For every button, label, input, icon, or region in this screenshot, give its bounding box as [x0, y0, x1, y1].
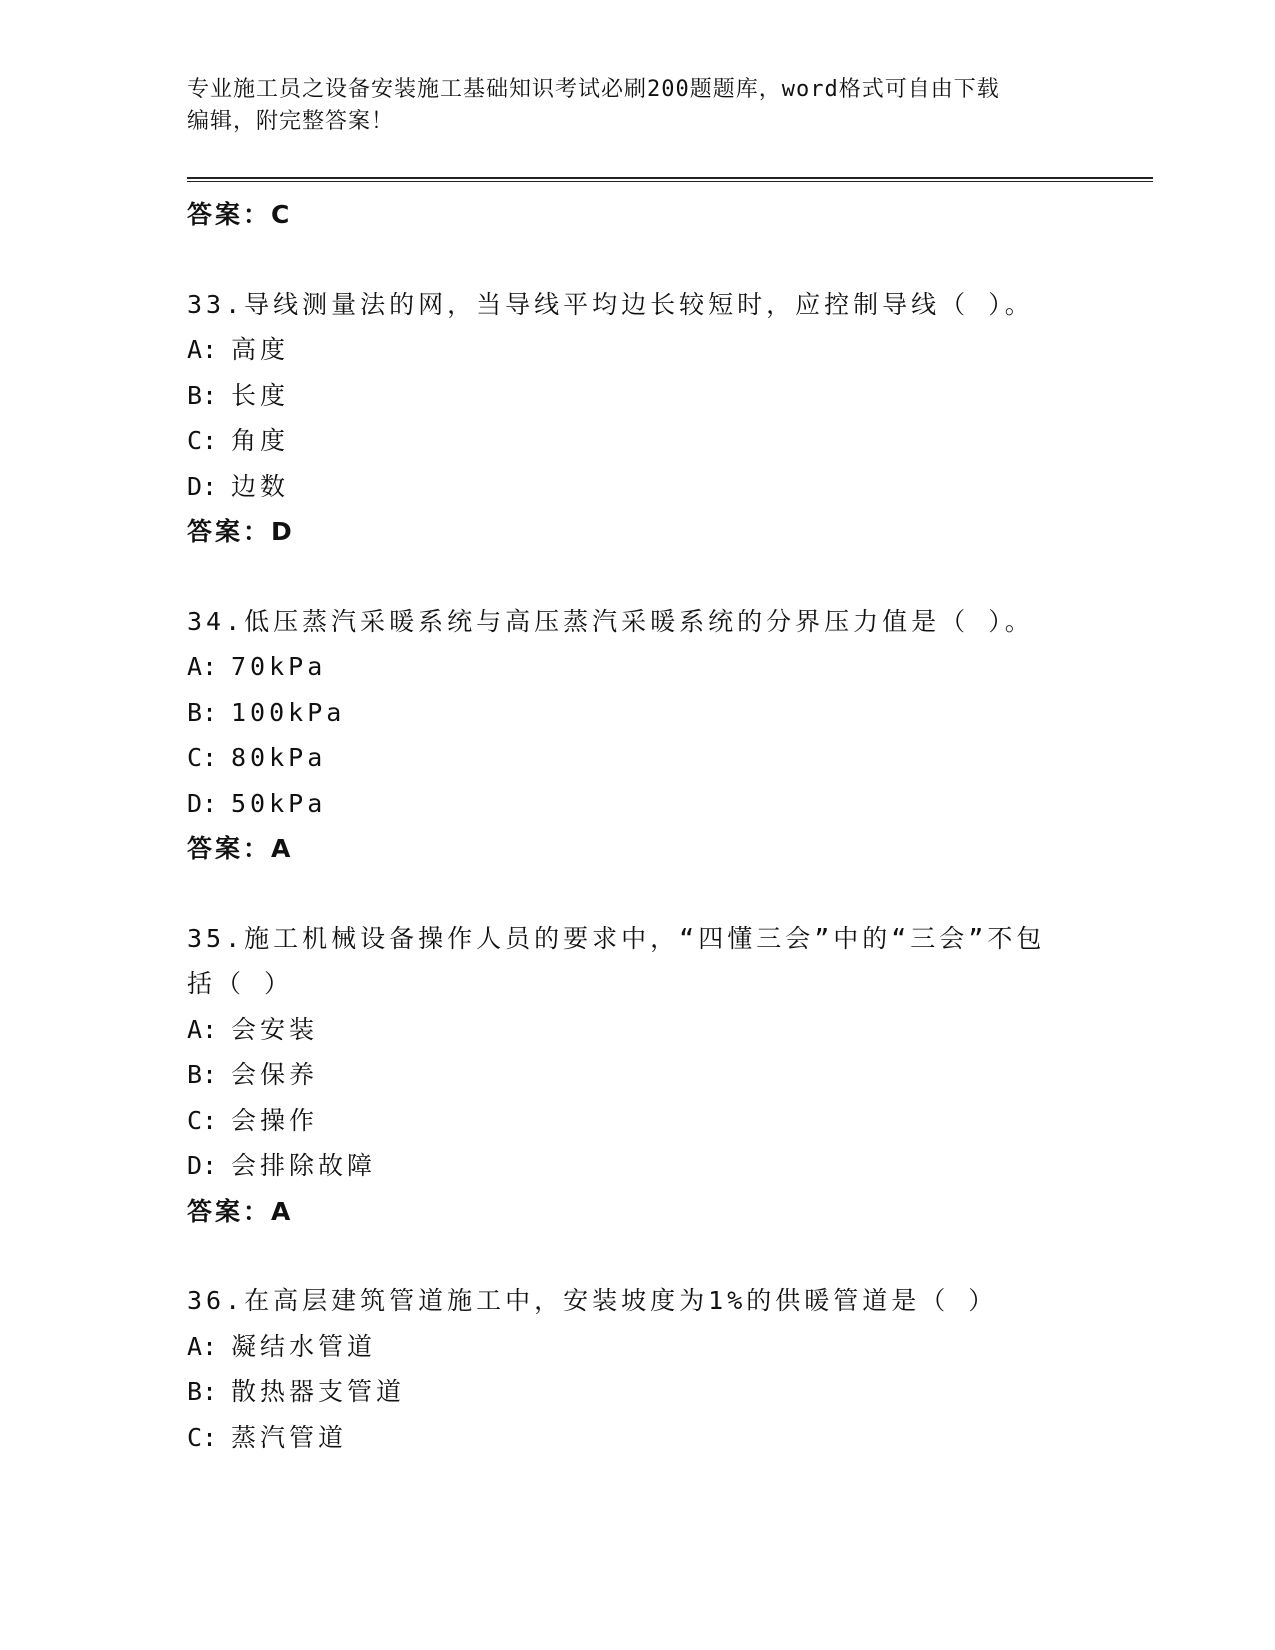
question-34-text: 34.低压蒸汽采暖系统与高压蒸汽采暖系统的分界压力值是（ ）。 — [187, 606, 1034, 636]
question-33-text: 33.导线测量法的网，当导线平均边长较短时，应控制导线（ ）。 — [187, 289, 1034, 319]
question-list — [187, 192, 1153, 1460]
option-label: D: — [187, 1151, 218, 1180]
question-35-option-b — [187, 1052, 1153, 1098]
option-text: 80kPa — [231, 743, 327, 772]
option-label: B: — [187, 1377, 218, 1406]
question-33-option-d — [187, 464, 1153, 510]
question-33-option-c — [187, 418, 1153, 464]
question-35-text-line-1: 35.施工机械设备操作人员的要求中，“四懂三会”中的“三会”不包 — [187, 923, 1046, 953]
question-35-text-line-2: 括（ ） — [187, 969, 294, 998]
spacer — [187, 238, 1153, 282]
question-35-option-d — [187, 1143, 1153, 1189]
option-text: 会操作 — [231, 1105, 319, 1135]
option-text: 会排除故障 — [231, 1151, 377, 1180]
option-text: 会保养 — [231, 1060, 319, 1089]
option-text: 长度 — [231, 380, 290, 410]
question-36-text: 36.在高层建筑管道施工中，安装坡度为1%的供暖管道是（ ） — [187, 1286, 998, 1315]
question-35-option-c — [187, 1098, 1153, 1144]
question-36 — [187, 1278, 1153, 1460]
option-label: D: — [187, 471, 218, 501]
document-header — [187, 74, 1067, 138]
option-label: C: — [187, 426, 218, 455]
question-34-answer: 答案：A — [187, 834, 294, 863]
option-label: C: — [187, 743, 218, 772]
option-text: 高度 — [231, 335, 290, 364]
question-34-option-d — [187, 781, 1153, 827]
question-34-option-b — [187, 690, 1153, 736]
answer-32: 答案：C — [187, 200, 293, 229]
option-label: C: — [187, 1422, 218, 1452]
header-divider — [187, 177, 1153, 182]
option-label: B: — [187, 697, 218, 727]
header-title-line-2: 编辑，附完整答案！ — [187, 109, 395, 134]
option-text: 100kPa — [231, 697, 346, 727]
question-33-answer: 答案：D — [187, 517, 295, 546]
header-title-line-1: 专业施工员之设备安装施工基础知识考试必刷200题题库，word格式可自由下载 — [187, 77, 1000, 102]
question-36-option-c — [187, 1415, 1153, 1461]
option-label: A: — [187, 652, 218, 681]
option-text: 蒸汽管道 — [231, 1422, 348, 1452]
spacer — [187, 872, 1153, 916]
option-label: A: — [187, 1014, 218, 1044]
option-label: D: — [187, 788, 218, 818]
option-label: B: — [187, 1060, 218, 1089]
question-33-option-a — [187, 327, 1153, 373]
question-34 — [187, 599, 1153, 872]
question-35-option-a — [187, 1007, 1153, 1053]
question-34-option-c — [187, 735, 1153, 781]
spacer — [187, 555, 1153, 599]
option-text: 散热器支管道 — [231, 1377, 406, 1406]
question-36-option-b — [187, 1369, 1153, 1415]
question-33-option-b — [187, 373, 1153, 419]
option-text: 边数 — [231, 471, 290, 501]
question-35 — [187, 916, 1153, 1235]
option-text: 70kPa — [231, 652, 327, 681]
option-text: 会安装 — [231, 1014, 319, 1044]
option-label: A: — [187, 335, 218, 364]
option-text: 凝结水管道 — [231, 1331, 377, 1361]
question-36-option-a — [187, 1324, 1153, 1370]
option-label: B: — [187, 380, 218, 410]
option-label: C: — [187, 1105, 218, 1135]
option-text: 50kPa — [231, 788, 327, 818]
option-label: A: — [187, 1331, 218, 1361]
question-34-option-a — [187, 644, 1153, 690]
question-35-answer: 答案：A — [187, 1196, 294, 1226]
spacer — [187, 1234, 1153, 1278]
option-text: 角度 — [231, 426, 290, 455]
question-33 — [187, 282, 1153, 555]
